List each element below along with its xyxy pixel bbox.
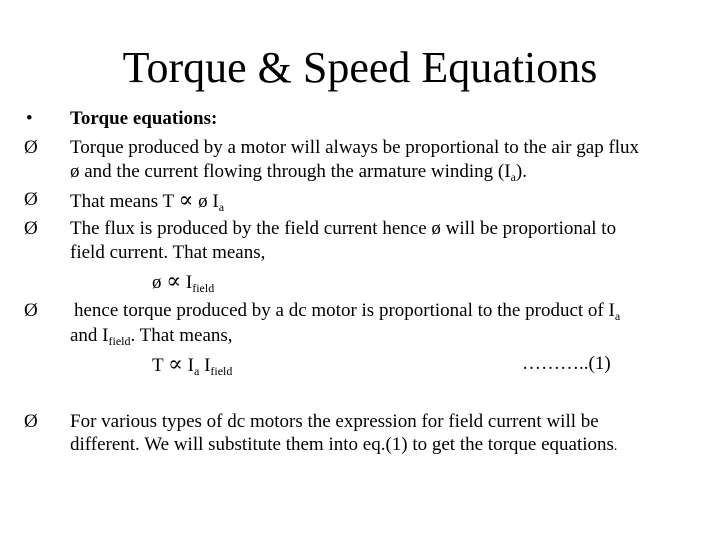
paragraph-line: For various types of dc motors the expression for field current will be <box>70 411 599 432</box>
arrow-bullet-icon: Ø <box>24 300 38 321</box>
paragraph-line: The flux is produced by the field current hence ø will be proportional to <box>70 218 617 239</box>
flux-equation: ø ∝ $I_{field}$ <box>152 268 215 295</box>
torque-equation: $T \propto I_a$ $I_{field}$ ………..(1) <box>152 351 611 378</box>
proportionality-statement: That means T ∝ ø $I_a$ <box>70 187 225 214</box>
arrow-bullet-icon: Ø <box>24 411 38 432</box>
proportional-symbol: ∝ <box>166 268 182 293</box>
paragraph-line: hence torque produced by a dc motor is proportional to the product of $I_a$ <box>74 300 621 323</box>
arrow-bullet-icon: Ø <box>24 218 38 239</box>
paragraph-line: ø and the current flowing through the armature winding $(I_a)$. <box>70 161 527 184</box>
paragraph-line: different. We will substitute them into eq.(1) to get the torque equations. <box>70 434 618 455</box>
bullet-icon: • <box>26 108 33 129</box>
arrow-bullet-icon: Ø <box>24 137 38 158</box>
paragraph-line: and $I_{field}$. That means, <box>70 325 233 348</box>
slide-title: Torque & Speed Equations <box>122 43 598 92</box>
arrow-bullet-icon: Ø <box>24 189 38 210</box>
equation-number: ………..(1) <box>522 353 611 374</box>
paragraph-line: Torque produced by a motor will always be proportional to the air gap flux <box>70 137 640 158</box>
proportional-symbol: ∝ <box>178 187 194 212</box>
torque-equations-heading: Torque equations: <box>70 108 218 129</box>
paragraph-line: field current. That means, <box>70 242 266 263</box>
proportional-symbol: ∝ <box>168 351 183 376</box>
